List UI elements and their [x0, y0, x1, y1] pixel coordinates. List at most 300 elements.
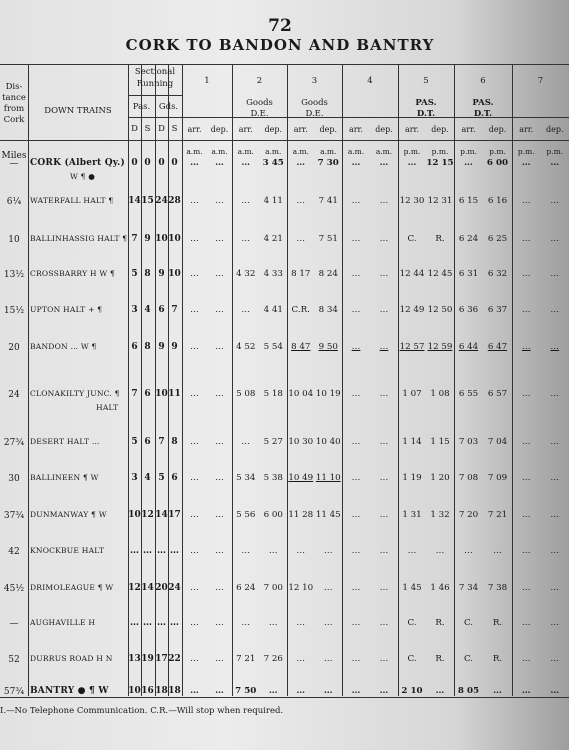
sectional-running-header: Sectional Running: [134, 67, 176, 89]
time-cell: …: [521, 305, 531, 315]
sectional-running-value: …: [143, 618, 152, 628]
time-cell: 11 45: [315, 510, 341, 520]
time-cell: …: [190, 583, 199, 593]
sectional-running-value: 10: [168, 234, 181, 244]
time-cell: C.R.: [291, 305, 310, 315]
time-cell: …: [190, 473, 199, 483]
time-cell: …: [323, 546, 333, 556]
sectional-running-value: 6: [131, 342, 138, 352]
time-cell: 4 32: [236, 269, 256, 279]
time-cell: …: [379, 196, 389, 206]
page-number: 72: [268, 16, 292, 36]
sectional-running-value: 0: [131, 158, 138, 168]
time-cell: …: [323, 654, 333, 664]
sectional-running-value: 8: [171, 437, 178, 447]
station-mileage: 27¾: [3, 438, 25, 448]
time-cell: …: [521, 269, 531, 279]
sectional-running-value: 14: [141, 583, 154, 593]
time-cell: …: [351, 510, 361, 520]
dep-header: dep.: [488, 125, 507, 134]
ampm-label: p.m.: [517, 147, 535, 156]
sectional-running-value: 6: [171, 473, 178, 483]
time-cell: …: [379, 234, 389, 244]
sectional-running-value: 28: [168, 196, 181, 206]
time-cell: 1 14: [402, 437, 422, 447]
ampm-label: a.m.: [347, 147, 365, 156]
time-cell: C.: [463, 654, 474, 664]
time-cell: 7 50: [235, 686, 257, 696]
time-cell: 2 10: [401, 686, 423, 696]
time-cell: …: [268, 686, 278, 696]
time-cell: 11 10: [315, 473, 341, 483]
time-cell: …: [493, 686, 502, 696]
time-cell: …: [379, 389, 389, 399]
time-cell: 7 03: [458, 437, 479, 447]
ds-header: S: [171, 124, 178, 134]
time-cell: 6 36: [458, 305, 479, 315]
sectional-running-value: 0: [158, 158, 165, 168]
ampm-label: a.m.: [375, 147, 393, 156]
train-type-header: PAS.: [415, 98, 437, 108]
station-name: DESERT HALT …: [30, 437, 100, 446]
time-cell: 6 15: [458, 196, 479, 206]
sectional-running-value: 22: [168, 654, 181, 664]
sectional-running-value: 5: [131, 437, 138, 447]
time-cell: …: [351, 546, 361, 556]
time-cell: 7 21: [236, 654, 256, 664]
time-cell: …: [521, 389, 531, 399]
station-name: UPTON HALT + ¶: [30, 305, 103, 314]
time-cell: …: [190, 305, 199, 315]
train-number-header: 7: [537, 76, 544, 86]
time-cell: 4 21: [263, 234, 283, 244]
distance-header: tance: [2, 93, 26, 103]
time-cell: …: [550, 437, 560, 447]
ampm-label: p.m.: [489, 147, 506, 156]
time-cell: 1 08: [430, 389, 450, 399]
time-cell: …: [407, 158, 417, 168]
time-cell: 1 32: [430, 510, 450, 520]
dep-header: dep.: [431, 125, 449, 134]
distance-header: from: [3, 104, 25, 114]
station-name: CLONAKILTY JUNC. ¶: [30, 389, 120, 398]
time-cell: …: [323, 618, 333, 628]
sectional-running-value: 5: [158, 473, 165, 483]
station-name: DRIMOLEAGUE ¶ W: [30, 583, 114, 592]
time-cell: 6 44: [458, 342, 479, 352]
arr-header: arr.: [187, 125, 202, 134]
time-cell: 10 40: [315, 437, 341, 447]
time-cell: …: [379, 269, 389, 279]
time-cell: …: [190, 618, 199, 628]
time-cell: …: [464, 546, 473, 556]
footer-legend: I.—No Telephone Communication. C.R.—Will stop when required.: [0, 706, 284, 716]
ampm-label: p.m.: [431, 147, 449, 156]
header-rule-top: [0, 64, 569, 65]
arr-header: arr.: [238, 125, 253, 134]
time-cell: …: [190, 158, 199, 168]
sectional-running-value: 15: [141, 196, 154, 206]
time-cell: …: [241, 437, 251, 447]
ampm-label: a.m.: [292, 147, 309, 156]
station-mileage: 20: [8, 343, 20, 353]
time-cell: 4 52: [236, 342, 256, 352]
time-cell: 4 33: [263, 269, 283, 279]
time-cell: C.: [407, 618, 417, 628]
time-cell: …: [296, 158, 306, 168]
station-name: CROSSBARRY H W ¶: [30, 269, 116, 278]
time-cell: 8 47: [291, 342, 311, 352]
time-cell: 12 44: [399, 269, 425, 279]
train-type-header: Goods: [246, 98, 273, 108]
station-name-line2: HALT: [96, 403, 119, 412]
time-cell: …: [215, 437, 224, 447]
station-name: BANDON … W ¶: [30, 342, 97, 351]
time-cell: …: [550, 510, 560, 520]
time-cell: …: [351, 686, 361, 696]
time-cell: C.: [463, 618, 474, 628]
ampm-label: p.m.: [403, 147, 421, 156]
sectional-running-value: 7: [131, 389, 138, 399]
time-cell: 7 04: [487, 437, 508, 447]
table-bottom: [0, 697, 569, 698]
sectional-running-value: 16: [141, 686, 154, 696]
station-name: WATERFALL HALT ¶: [30, 196, 114, 205]
time-cell: …: [550, 342, 560, 352]
time-cell: …: [215, 342, 224, 352]
time-cell: …: [550, 305, 560, 315]
arr-header: arr.: [348, 125, 364, 134]
time-cell: 5 34: [236, 473, 256, 483]
train-number-header: 3: [311, 76, 318, 86]
time-cell: 7 20: [458, 510, 479, 520]
time-cell: …: [521, 234, 531, 244]
station-name: CORK (Albert Qy.): [30, 158, 125, 168]
time-cell: 6 31: [458, 269, 479, 279]
sectional-running-value: …: [170, 618, 179, 628]
ds-header: S: [144, 124, 151, 134]
time-cell: …: [215, 305, 224, 315]
sectional-running-value: 12: [141, 510, 154, 520]
time-cell: …: [351, 342, 361, 352]
time-cell: 6 16: [487, 196, 508, 206]
time-cell: 1 15: [430, 437, 450, 447]
time-cell: …: [351, 583, 361, 593]
time-cell: 7 26: [263, 654, 283, 664]
time-cell: …: [435, 546, 445, 556]
distance-header: Cork: [3, 115, 25, 125]
station-mileage: 24: [8, 390, 20, 400]
sectional-running-value: 3: [131, 473, 138, 483]
station-mileage: 30: [8, 474, 20, 484]
time-cell: 6 55: [458, 389, 479, 399]
time-cell: 7 00: [263, 583, 283, 593]
sectional-running-value: 6: [144, 389, 151, 399]
time-cell: C.: [407, 234, 417, 244]
station-mileage: 13½: [3, 270, 25, 280]
time-cell: 7 38: [487, 583, 508, 593]
time-cell: …: [351, 618, 361, 628]
time-cell: 12 50: [427, 305, 453, 315]
sectional-running-value: 0: [144, 158, 151, 168]
time-cell: …: [379, 510, 389, 520]
time-cell: …: [296, 654, 306, 664]
time-cell: …: [521, 510, 531, 520]
time-cell: …: [351, 269, 361, 279]
station-mileage: 15½: [3, 306, 25, 316]
time-cell: …: [190, 654, 199, 664]
sectional-running-value: 17: [168, 510, 181, 520]
ds-header: D: [158, 124, 165, 134]
time-cell: …: [268, 618, 278, 628]
miles-header: Miles: [1, 151, 27, 161]
time-cell: …: [296, 234, 306, 244]
station-mileage: 37¾: [3, 511, 25, 521]
time-cell: …: [241, 234, 251, 244]
time-cell: 10 04: [288, 389, 314, 399]
station-mileage: 45½: [3, 584, 25, 594]
train-number-header: 4: [367, 76, 373, 86]
arr-header: arr.: [519, 125, 534, 134]
station-name: AUGHAVILLE H: [30, 618, 96, 627]
time-cell: …: [190, 510, 199, 520]
ampm-label: a.m.: [186, 147, 203, 156]
ampm-label: p.m.: [546, 147, 564, 156]
time-cell: 1 07: [402, 389, 422, 399]
time-cell: 8 24: [318, 269, 338, 279]
station-name-line2: W ¶ ●: [70, 172, 96, 181]
time-cell: …: [521, 546, 531, 556]
time-cell: 7 51: [318, 234, 338, 244]
sectional-running-value: 7: [171, 305, 178, 315]
time-cell: R.: [435, 618, 445, 628]
time-cell: …: [351, 305, 361, 315]
time-cell: 5 38: [263, 473, 283, 483]
sectional-running-value: 10: [155, 389, 168, 399]
time-cell: 9 50: [318, 342, 338, 352]
time-cell: 10 30: [288, 437, 314, 447]
grid-line-vertical: [28, 64, 29, 696]
sectional-running-value: 4: [144, 305, 151, 315]
sectional-running-value: 12: [128, 583, 141, 593]
sectional-running-value: 9: [158, 269, 165, 279]
header-rule-bottom: [0, 140, 569, 141]
time-cell: 5 18: [263, 389, 283, 399]
time-cell: 6 00: [486, 158, 509, 168]
arr-header: arr.: [293, 125, 308, 134]
time-cell: …: [351, 654, 361, 664]
time-cell: 3 45: [262, 158, 284, 168]
time-cell: …: [379, 437, 389, 447]
sectional-running-value: 14: [128, 196, 141, 206]
time-cell: …: [215, 618, 224, 628]
page-title: CORK TO BANDON AND BANTRY: [125, 36, 435, 54]
time-cell: 7 30: [317, 158, 339, 168]
time-cell: …: [190, 196, 199, 206]
dep-header: dep.: [210, 125, 229, 134]
sectional-running-value: 11: [168, 389, 181, 399]
ds-header: D: [131, 124, 138, 134]
time-cell: …: [464, 158, 473, 168]
sectional-running-value: …: [170, 546, 179, 556]
sectional-running-value: 5: [131, 269, 138, 279]
station-mileage: —: [9, 619, 19, 629]
time-cell: …: [550, 618, 560, 628]
time-cell: …: [296, 618, 306, 628]
time-cell: 12 45: [427, 269, 453, 279]
time-cell: …: [296, 546, 306, 556]
time-cell: 7 34: [458, 583, 479, 593]
sectional-running-value: 9: [171, 342, 178, 352]
time-cell: …: [521, 196, 531, 206]
down-trains-header: DOWN TRAINS: [44, 106, 112, 116]
time-cell: …: [215, 510, 224, 520]
time-cell: 1 45: [402, 583, 422, 593]
time-cell: …: [550, 234, 560, 244]
sectional-running-value: 6: [158, 305, 165, 315]
sectional-running-value: 10: [128, 686, 141, 696]
time-cell: …: [323, 583, 333, 593]
time-cell: 4 11: [263, 196, 283, 206]
time-cell: …: [351, 158, 361, 168]
time-cell: R.: [492, 654, 503, 664]
time-cell: 8 17: [291, 269, 311, 279]
time-cell: 12 15: [426, 158, 454, 168]
time-cell: …: [296, 686, 306, 696]
time-cell: 10 19: [315, 389, 341, 399]
time-cell: …: [521, 686, 531, 696]
sectional-running-value: 8: [144, 342, 151, 352]
time-cell: …: [550, 196, 560, 206]
time-cell: 5 56: [236, 510, 256, 520]
time-cell: 5 08: [236, 389, 256, 399]
time-cell: …: [550, 158, 560, 168]
time-cell: …: [351, 473, 361, 483]
time-cell: 6 47: [487, 342, 508, 352]
time-cell: …: [521, 583, 531, 593]
time-cell: …: [379, 305, 389, 315]
time-cell: …: [190, 342, 199, 352]
train-class-header: D.T.: [473, 109, 493, 119]
time-cell: 6 32: [487, 269, 508, 279]
time-cell: 11 28: [288, 510, 314, 520]
train-class-header: D.E.: [305, 109, 324, 119]
gds-header: Gds.: [158, 102, 179, 112]
sectional-running-value: 18: [155, 686, 168, 696]
train-number-header: 5: [423, 76, 429, 86]
dep-header: dep.: [319, 125, 338, 134]
time-cell: …: [190, 234, 199, 244]
time-cell: …: [550, 269, 560, 279]
time-cell: …: [521, 618, 531, 628]
time-cell: …: [296, 196, 306, 206]
time-cell: …: [241, 546, 251, 556]
station-name: BALLINHASSIG HALT ¶: [30, 234, 128, 243]
time-cell: …: [215, 654, 224, 664]
distance-header: Dis-: [5, 82, 23, 92]
train-type-header: Goods: [301, 98, 328, 108]
time-cell: …: [521, 158, 531, 168]
time-cell: 12 59: [427, 342, 453, 352]
time-cell: …: [351, 196, 361, 206]
time-cell: 7 09: [487, 473, 508, 483]
time-cell: …: [241, 196, 251, 206]
station-mileage: 10: [8, 235, 20, 245]
time-cell: …: [379, 473, 389, 483]
time-cell: …: [550, 686, 560, 696]
time-cell: 6 25: [487, 234, 508, 244]
time-cell: …: [215, 583, 224, 593]
time-cell: …: [379, 342, 389, 352]
time-cell: …: [550, 654, 560, 664]
time-cell: …: [323, 686, 333, 696]
time-cell: R.: [435, 234, 445, 244]
sectional-running-value: 9: [144, 234, 151, 244]
arr-header: arr.: [461, 125, 476, 134]
time-cell: …: [215, 234, 224, 244]
time-cell: …: [215, 473, 224, 483]
time-cell: 1 46: [430, 583, 450, 593]
dep-header: dep.: [545, 125, 564, 134]
time-cell: …: [190, 437, 199, 447]
sectional-running-value: 7: [131, 234, 138, 244]
sectional-running-value: 8: [144, 269, 151, 279]
station-mileage: 42: [8, 547, 20, 557]
time-cell: C.: [407, 654, 417, 664]
sectional-running-value: 10: [128, 510, 141, 520]
time-cell: 8 34: [318, 305, 338, 315]
time-cell: …: [435, 686, 445, 696]
time-cell: 6 24: [458, 234, 479, 244]
time-cell: 12 10: [288, 583, 314, 593]
station-name: DUNMANWAY ¶ W: [30, 510, 107, 519]
time-cell: …: [550, 473, 560, 483]
time-cell: …: [190, 269, 199, 279]
time-cell: 12 30: [399, 196, 425, 206]
time-cell: R.: [492, 618, 503, 628]
sectional-running-value: 24: [168, 583, 181, 593]
time-cell: …: [521, 437, 531, 447]
time-cell: 6 37: [487, 305, 508, 315]
sectional-running-value: …: [130, 546, 139, 556]
time-cell: 10 49: [288, 473, 314, 483]
time-cell: …: [241, 618, 251, 628]
time-cell: …: [379, 583, 389, 593]
time-cell: 6 57: [487, 389, 508, 399]
time-cell: R.: [435, 654, 445, 664]
dep-header: dep.: [375, 125, 393, 134]
time-cell: …: [215, 686, 224, 696]
sectional-running-value: 4: [144, 473, 151, 483]
time-cell: 1 31: [402, 510, 422, 520]
sectional-running-value: 10: [155, 234, 168, 244]
time-cell: …: [241, 305, 251, 315]
time-cell: 7 08: [458, 473, 479, 483]
train-class-header: D.E.: [250, 109, 269, 119]
sectional-running-value: 6: [144, 437, 151, 447]
sectional-running-value: 13: [128, 654, 141, 664]
sectional-running-value: …: [157, 546, 166, 556]
time-cell: 6 00: [263, 510, 283, 520]
time-cell: 1 20: [430, 473, 450, 483]
sectional-running-value: 14: [155, 510, 168, 520]
station-mileage: 6¼: [6, 197, 22, 207]
ampm-label: p.m.: [460, 147, 477, 156]
time-cell: 12 31: [427, 196, 453, 206]
sectional-running-value: …: [130, 618, 139, 628]
time-cell: …: [379, 618, 389, 628]
time-cell: …: [521, 342, 531, 352]
